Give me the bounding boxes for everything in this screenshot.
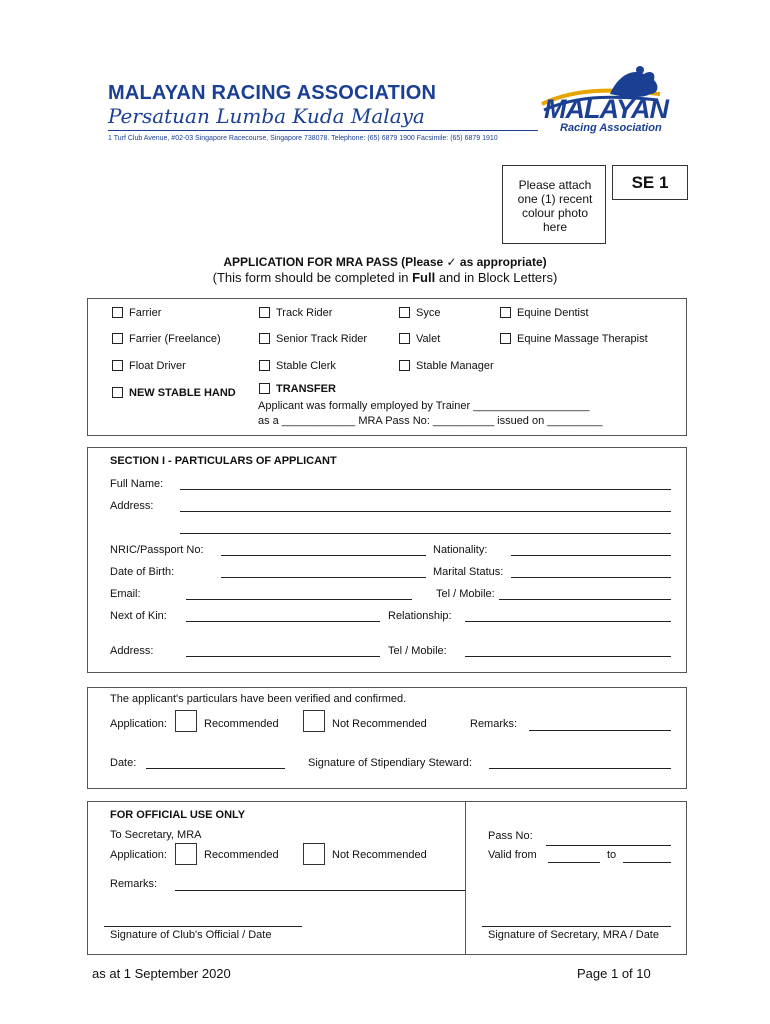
address-line: 1 Turf Club Avenue, #02-03 Singapore Racecourse, Singapore 738078. Telephone: (65) 6879 1900 Facsimile: (65) 6879 1910 xyxy=(108,135,498,142)
official-recommended-label: Recommended xyxy=(204,849,279,861)
track-rider-checkbox[interactable] xyxy=(259,307,270,318)
address-input-2[interactable] xyxy=(180,533,671,534)
nric-input[interactable] xyxy=(221,555,426,556)
equine-massage-checkbox[interactable] xyxy=(500,333,511,344)
verif-not-recommended-label: Not Recommended xyxy=(332,718,427,730)
official-application-label: Application: xyxy=(110,849,167,861)
verif-recommended-checkbox[interactable] xyxy=(175,710,197,732)
full-name-label: Full Name: xyxy=(110,478,164,490)
photo-box[interactable] xyxy=(502,165,606,244)
official-to-label: To Secretary, MRA xyxy=(110,829,202,841)
float-driver-label: Float Driver xyxy=(129,360,186,372)
valet-label: Valet xyxy=(416,333,441,345)
email-input[interactable] xyxy=(186,599,412,600)
verif-remarks-input[interactable] xyxy=(529,730,671,731)
subtitle-bold: Full xyxy=(412,270,436,285)
form-title xyxy=(0,255,770,269)
org-name-malay: Persatuan Lumba Kuda Malaya xyxy=(108,104,425,128)
kin-address-input[interactable] xyxy=(186,656,380,657)
header-divider xyxy=(108,130,538,131)
title-part-1: APPLICATION FOR MRA PASS (Please xyxy=(223,255,447,269)
farrier-freelance-label: Farrier (Freelance) xyxy=(129,333,221,345)
form-code xyxy=(612,165,688,200)
nric-label: NRIC/Passport No: xyxy=(110,544,204,556)
relationship-input[interactable] xyxy=(465,621,671,622)
section-1 xyxy=(87,447,687,673)
section-1-heading: SECTION I - PARTICULARS OF APPLICANT xyxy=(110,455,337,467)
valid-from-label: Valid from xyxy=(488,849,537,861)
stable-manager-label: Stable Manager xyxy=(416,360,494,372)
valid-from-input[interactable] xyxy=(548,862,600,863)
pass-no-label: Pass No: xyxy=(488,830,533,842)
official-remarks-label: Remarks: xyxy=(110,878,158,890)
tel-label: Tel / Mobile: xyxy=(436,588,495,600)
tel-input[interactable] xyxy=(499,599,671,600)
official-heading: FOR OFFICIAL USE ONLY xyxy=(110,809,246,821)
official-divider xyxy=(465,801,466,955)
verif-date-label: Date: xyxy=(110,757,137,769)
stable-clerk-label: Stable Clerk xyxy=(276,360,336,372)
float-driver-checkbox[interactable] xyxy=(112,360,123,371)
secretary-signature-label: Signature of Secretary, MRA / Date xyxy=(488,929,659,941)
senior-track-rider-label: Senior Track Rider xyxy=(276,333,368,345)
relationship-label: Relationship: xyxy=(388,610,452,622)
track-rider-label: Track Rider xyxy=(276,307,333,319)
form-code-text: SE 1 xyxy=(631,173,669,192)
verif-date-input[interactable] xyxy=(146,768,285,769)
official-recommended-checkbox[interactable] xyxy=(175,843,197,865)
verif-signature-input[interactable] xyxy=(489,768,671,769)
senior-track-rider-checkbox[interactable] xyxy=(259,333,270,344)
header xyxy=(0,0,770,150)
address-input-1[interactable] xyxy=(180,511,671,512)
verif-application-label: Application: xyxy=(110,718,167,730)
equine-massage-label: Equine Massage Therapist xyxy=(517,333,648,345)
transfer-trainer-line: Applicant was formally employed by Trainer ___________________ xyxy=(258,400,590,412)
logo-word: MALAYAN xyxy=(544,94,668,124)
next-of-kin-label: Next of Kin: xyxy=(110,610,167,622)
official-remarks-input[interactable] xyxy=(175,890,465,891)
subtitle-part-1: (This form should be completed in xyxy=(212,270,413,285)
photo-box-text: Please attach one (1) recent colour photo here xyxy=(517,178,593,234)
equine-dentist-checkbox[interactable] xyxy=(500,307,511,318)
new-stable-hand-label: NEW STABLE HAND xyxy=(129,387,236,399)
email-label: Email: xyxy=(110,588,141,600)
marital-label: Marital Status: xyxy=(433,566,504,578)
valid-to-input[interactable] xyxy=(623,862,671,863)
official-not-recommended-checkbox[interactable] xyxy=(303,843,325,865)
farrier-label: Farrier xyxy=(129,307,162,319)
valid-to-label: to xyxy=(607,849,617,861)
syce-label: Syce xyxy=(416,307,441,319)
footer-date: as at 1 September 2020 xyxy=(92,966,231,981)
stable-clerk-checkbox[interactable] xyxy=(259,360,270,371)
club-signature-label: Signature of Club's Official / Date xyxy=(110,929,272,941)
logo xyxy=(540,64,690,136)
verif-not-recommended-checkbox[interactable] xyxy=(303,710,325,732)
nationality-label: Nationality: xyxy=(433,544,488,556)
official-not-recommended-label: Not Recommended xyxy=(332,849,427,861)
farrier-freelance-checkbox[interactable] xyxy=(112,333,123,344)
address-label: Address: xyxy=(110,500,154,512)
org-name: MALAYAN RACING ASSOCIATION xyxy=(108,82,437,104)
new-stable-hand-checkbox[interactable] xyxy=(112,387,123,398)
equine-dentist-label: Equine Dentist xyxy=(517,307,589,319)
check-icon: ✓ xyxy=(446,255,457,269)
transfer-label: TRANSFER xyxy=(276,383,336,395)
kin-tel-label: Tel / Mobile: xyxy=(388,645,447,657)
valet-checkbox[interactable] xyxy=(399,333,410,344)
footer-page: Page 1 of 10 xyxy=(577,966,651,981)
full-name-input[interactable] xyxy=(180,489,671,490)
transfer-pass-line: as a ____________ MRA Pass No: __________ issued on _________ xyxy=(258,415,603,427)
syce-checkbox[interactable] xyxy=(399,307,410,318)
dob-label: Date of Birth: xyxy=(110,566,175,578)
title-part-2: as appropriate) xyxy=(456,255,547,269)
transfer-checkbox[interactable] xyxy=(259,383,270,394)
marital-input[interactable] xyxy=(511,577,671,578)
club-signature-input[interactable] xyxy=(104,926,302,927)
verif-signature-label: Signature of Stipendiary Steward: xyxy=(308,757,472,769)
kin-address-label: Address: xyxy=(110,645,154,657)
stable-manager-checkbox[interactable] xyxy=(399,360,410,371)
verif-remarks-label: Remarks: xyxy=(470,718,518,730)
dob-input[interactable] xyxy=(221,577,426,578)
subtitle-part-2: and in Block Letters) xyxy=(435,270,558,285)
secretary-signature-input[interactable] xyxy=(482,926,671,927)
farrier-checkbox[interactable] xyxy=(112,307,123,318)
verif-recommended-label: Recommended xyxy=(204,718,279,730)
verification-statement: The applicant's particulars have been verified and confirmed. xyxy=(110,693,407,705)
nationality-input[interactable] xyxy=(511,555,671,556)
pass-no-input[interactable] xyxy=(546,845,671,846)
form-subtitle xyxy=(0,270,770,285)
next-of-kin-input[interactable] xyxy=(186,621,380,622)
kin-tel-input[interactable] xyxy=(465,656,671,657)
logo-sub: Racing Association xyxy=(560,122,662,134)
